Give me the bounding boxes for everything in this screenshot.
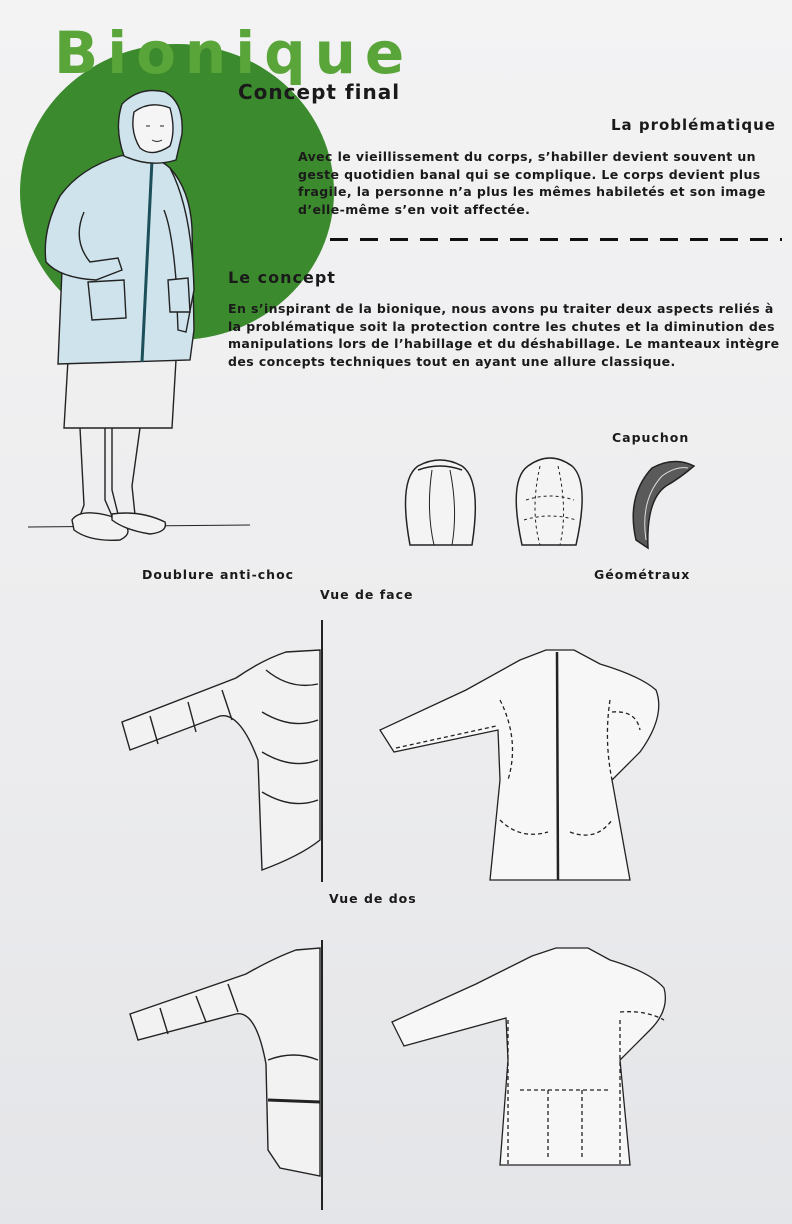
front-coat-drawing xyxy=(380,650,659,880)
back-coat-drawing xyxy=(392,948,665,1165)
brand-title: Bionique xyxy=(54,19,414,87)
front-view-label: Vue de face xyxy=(320,587,414,602)
geometrics-label: Géométraux xyxy=(594,567,691,582)
hood-drawing-front xyxy=(406,460,476,545)
concept-text: En s’inspirant de la bionique, nous avons pu traiter deux aspects reliés à la problématique soit la protection contre les chutes et la diminution des manipulations lors de l’habillage et du déshabillage. Le manteaux intègre des concepts techniques tout en ayant une allure classique. xyxy=(228,301,780,369)
hood-drawing-back xyxy=(516,458,582,545)
hood-label: Capuchon xyxy=(612,430,690,445)
concept-heading: Le concept xyxy=(228,268,336,287)
page-subtitle: Concept final xyxy=(238,80,401,104)
back-view-label: Vue de dos xyxy=(329,891,417,906)
problem-heading: La problématique xyxy=(610,116,776,134)
front-lining-drawing xyxy=(122,650,320,870)
woman-in-coat-illustration xyxy=(28,91,250,541)
dashed-divider xyxy=(330,238,782,241)
problem-text: Avec le vieillissement du corps, s’habiller devient souvent un geste quotidien banal qui se complique. Le corps devient plus fragile, la personne n’a plus les mêmes habiletés et son image d’elle-même s’en voit affectée. xyxy=(298,149,766,217)
hood-drawing-side xyxy=(633,461,694,548)
back-lining-drawing xyxy=(130,948,320,1176)
lining-label: Doublure anti-choc xyxy=(142,567,295,582)
